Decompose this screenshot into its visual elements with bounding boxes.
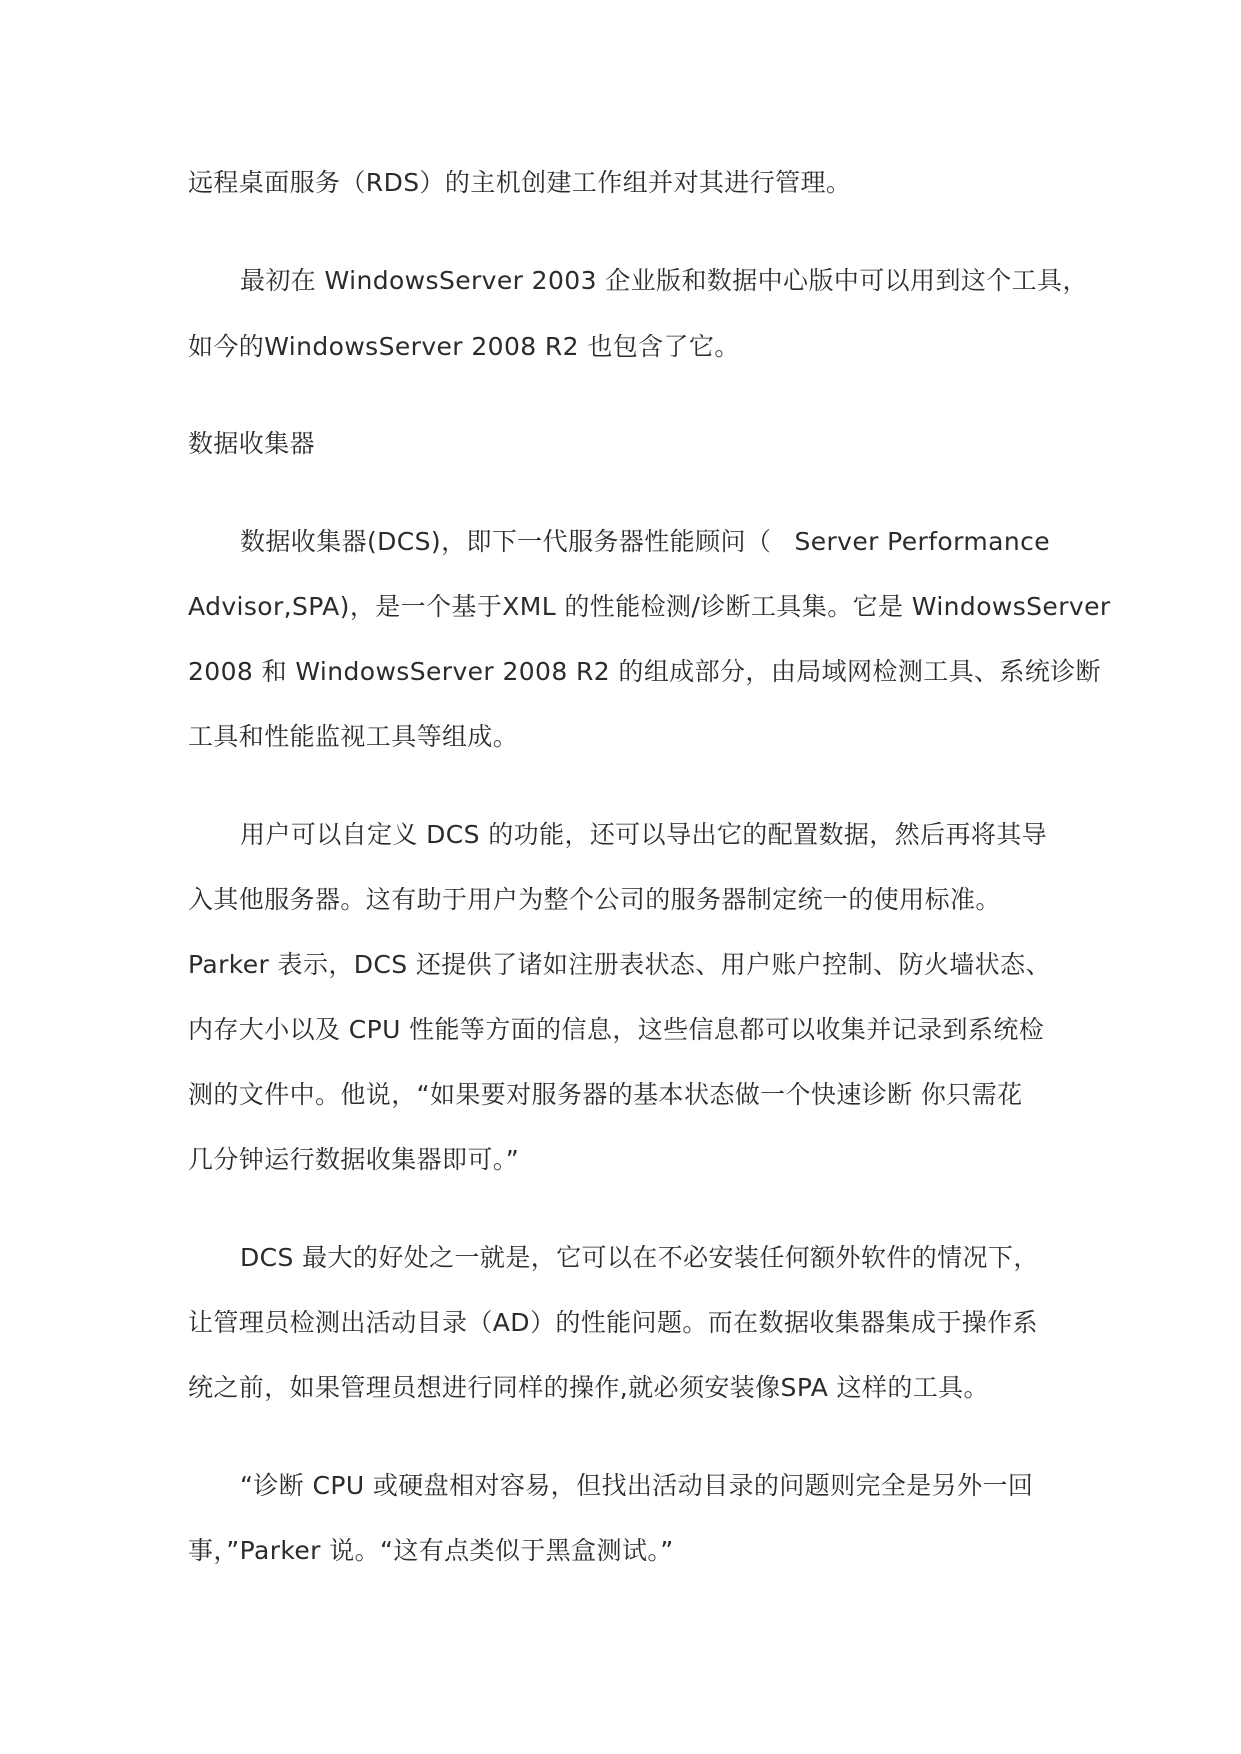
body-text-line: 统之前，如果管理员想进行同样的操作,就必须安装像SPA 这样的工具。 [188,1373,989,1402]
body-text-line: 让管理员检测出活动目录（AD）的性能问题。而在数据收集器集成于操作系 [188,1308,1038,1337]
body-text-line: 事，”Parker 说。“这有点类似于黑盒测试。” [188,1536,674,1565]
body-text-line: 2008 和 WindowsServer 2008 R2 的组成部分，由局域网检测工具、系统诊断 [188,657,1102,686]
body-text-line: Parker 表示，DCS 还提供了诸如注册表状态、用户账户控制、防火墙状态、 [188,950,1051,979]
body-text-line: Advisor,SPA)，是一个基于XML 的性能检测/诊断工具集。它是 WindowsServer [188,592,1111,621]
body-text-segment: 数据收集器(DCS)，即下一代服务器性能顾问（ [240,527,772,556]
body-text-line: 内存大小以及 CPU 性能等方面的信息，这些信息都可以收集并记录到系统检 [188,1015,1045,1044]
body-text-line: 最初在 WindowsServer 2003 企业版和数据中心版中可以用到这个工具， [240,266,1088,295]
body-text-line: DCS 最大的好处之一就是，它可以在不必安装任何额外软件的情况下， [240,1243,1039,1272]
body-text-line: 测的文件中。他说，“如果要对服务器的基本状态做一个快速诊断 你只需花 [188,1080,1023,1109]
body-text-line: 远程桌面服务（RDS）的主机创建工作组并对其进行管理。 [188,168,852,197]
body-text-line [240,525,1050,559]
body-text-line: 用户可以自定义 DCS 的功能，还可以导出它的配置数据，然后再将其导 [240,820,1048,849]
body-text-line: 入其他服务器。这有助于用户为整个公司的服务器制定统一的使用标准。 [188,885,1001,914]
body-text-line: “诊断 CPU 或硬盘相对容易，但找出活动目录的问题则完全是另外一回 [240,1471,1034,1500]
body-text-segment: Server Performance [794,527,1050,556]
body-text-line: 工具和性能监视工具等组成。 [188,722,519,751]
body-text-line: 如今的WindowsServer 2008 R2 也包含了它。 [188,332,740,361]
body-text-line: 几分钟运行数据收集器即可。” [188,1145,520,1174]
section-heading: 数据收集器 [188,429,316,458]
